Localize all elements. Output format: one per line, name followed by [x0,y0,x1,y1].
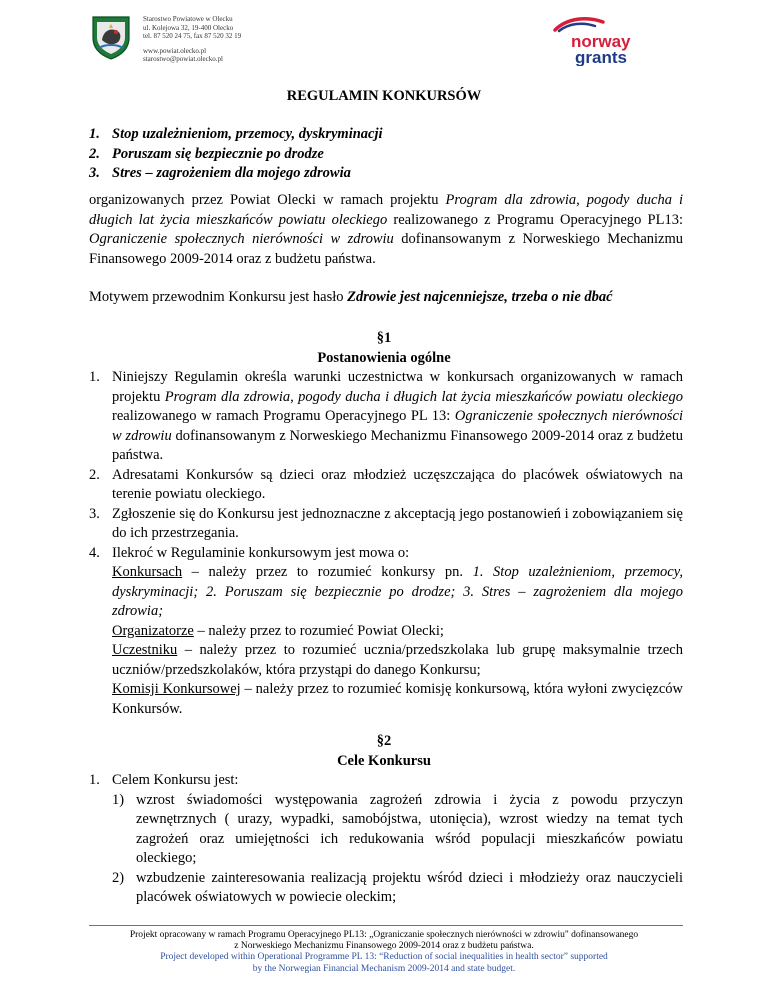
definition-komisji: Komisji Konkursowej – należy przez to rozumieć komisję konkursową, która wyłoni zwycięzców Konkursów. [112,681,683,717]
sub-item: 1) wzrost świadomości występowania zagrożeń zdrowia i życia z powodu przyczyn zewnętrznych ( urazy, wypadki, samobójstwa, utonięcia), wzrost wiedzy na temat tych zagrożeń oraz umiejętności ich redukowania wśród populacji mieszkańców powiatu oleckiego; [112,791,683,866]
document-title: REGULAMIN KONKURSÓW [286,88,482,104]
organization-address [143,15,241,64]
website-link[interactable]: www.powiat.olecko.pl [143,46,207,55]
section-1-heading [0,329,768,368]
contest-list [89,125,689,184]
list-item [89,145,689,165]
item-text: Poruszam się bezpiecznie po drodze [112,145,324,162]
list-item: 1. Niniejszy Regulamin określa warunki uczestnictwa w konkursach organizowanych w ramach projektu Program dla zdrowia, pogody ducha i długich lat życia mieszkańców powiatu oleckiego realizowanego w ramach Programu Operacyjnego PL 13: Ograniczenie społecznych nierówności w zdrowiu dofinansowanym z Norweskiego Mechanizmu Finansowego 2009-2014 oraz z budżetu państwa. [89,369,684,463]
footer-line-en: Project developed within Operational Programme PL 13: “Reduction of social inequalities in health sector” supported [160,952,608,963]
footer-line-pl: z Norweskiego Mechanizmu Finansowego 2009-2014 oraz z budżetu państwa. [234,941,534,952]
section-title: Postanowienia ogólne [317,349,451,366]
item-text: Stres – zagrożeniem dla mojego zdrowia [112,165,351,181]
list-item: 3. Zgłoszenie się do Konkursu jest jednoznaczne z akceptacją jego postanowień i zobowiązaniem się do ich przestrzegania. [89,505,683,541]
item-number: 2. [89,145,100,162]
item-text: Stop uzależnieniom, przemocy, dyskryminacji [112,126,383,142]
list-item: 1. Celem Konkursu jest: [89,772,239,788]
section-title: Cele Konkursu [337,752,431,769]
item-number: 1. [89,126,100,142]
list-item [89,125,689,145]
definition-konkursach: Konkursach – należy przez to rozumieć konkursy pn. 1. Stop uzależnieniom, przemocy, dyskryminacji; 2. Poruszam się bezpiecznie po drodze; 3. Stres – zagrożeniem dla mojego zdrowia; [112,564,683,619]
intro-paragraph: organizowanych przez Powiat Olecki w ramach projektu Program dla zdrowia, pogody ducha i długich lat życia mieszkańców powiatu oleckiego realizowanego z Programu Operacyjnego PL13: Ograniczenie społecznych nierówności w zdrowiu dofinansowanym z Norweskiego Mechanizmu Finansowego 2009-2014 oraz z budżetu państwa. [89,192,683,267]
section-mark: §1 [376,330,392,346]
org-line: ul. Kolejowa 32, 19-400 Olecko [143,23,234,32]
logo-word-grants: grants [575,48,627,66]
item-number: 3. [89,165,100,181]
footer [0,930,768,975]
section-2-list [89,771,683,908]
footer-line-pl: Projekt opracowany w ramach Programu Operacyjnego PL13: „Ograniczanie społecznych nierówności w zdrowiu" dofinansowanego [129,930,639,940]
section-mark: §2 [376,733,392,749]
definition-organizatorze: Organizatorze – należy przez to rozumieć Powiat Olecki; [112,622,444,639]
list-item: 4. Ilekroć w Regulaminie konkursowym jest mowa o: Konkursach – należy przez to rozumieć konkursy pn. 1. Stop uzależnieniom, przemocy, dyskryminacji; 2. Poruszam się bezpiecznie po drodze; 3. Stres – zagrożeniem dla mojego zdrowia; Organizatorze – należy przez to rozumieć Powiat Olecki; Uczestniku – należy przez to rozumieć ucznia/przedszkolaka lub grupę maksymalnie trzech uczniów/przedszkolaków, która przystąpi do danego Konkursu; Komisji Konkursowej – należy przez to rozumieć komisję konkursową, która wyłoni zwycięzców Konkursów. [89,544,683,720]
footer-line-en: by the Norwegian Financial Mechanism 2009-2014 and state budget. [252,963,516,974]
email-link[interactable]: starostwo@powiat.olecko.pl [143,55,223,64]
motto-paragraph: Motywem przewodnim Konkursu jest hasło Zdrowie jest najcenniejsze, trzeba o nie dbać [89,289,613,305]
logo-word-norway: norway [571,32,631,51]
org-line: Starostwo Powiatowe w Olecku [143,15,233,23]
definition-uczestniku: Uczestniku – należy przez to rozumieć ucznia/przedszkolaka lub grupę maksymalnie trzech uczniów/przedszkolaków, która przystąpi do danego Konkursu; [112,642,683,678]
list-item [89,164,689,184]
powiat-crest-icon [89,14,133,60]
org-line: tel. 87 520 24 75, fax 87 520 32 19 [143,32,242,41]
section-1-list [89,368,683,719]
norway-grants-logo [535,16,660,66]
footer-divider [89,925,683,926]
section-2-heading [0,732,768,771]
sub-item: 2) wzbudzenie zainteresowania realizacją projektu wśród dzieci i młodzieży oraz nauczycieli placówek oświatowych w powiecie oleckim; [112,869,683,905]
list-item: 2. Adresatami Konkursów są dzieci oraz młodzież uczęszczająca do placówek oświatowych na terenie powiatu oleckiego. [89,466,683,502]
